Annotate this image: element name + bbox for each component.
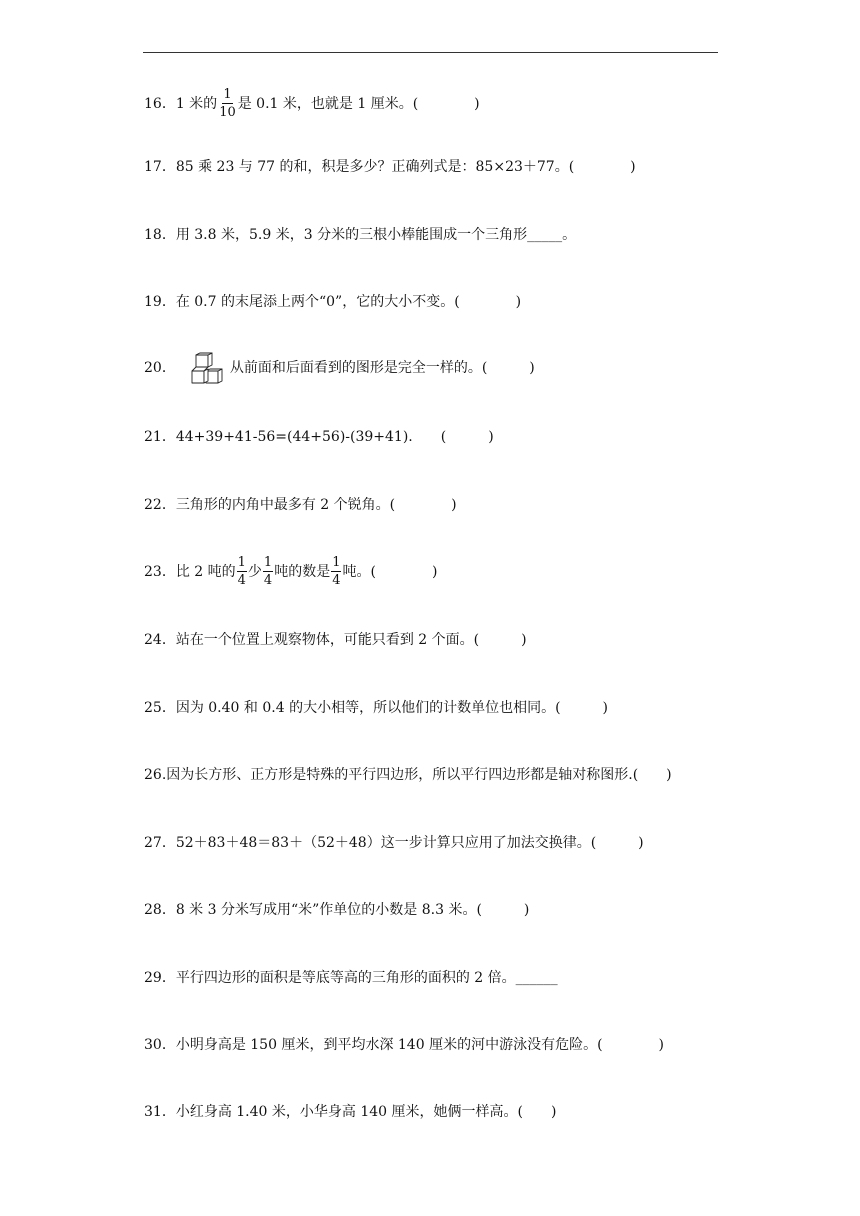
question-17 bbox=[144, 157, 636, 177]
question-16 bbox=[144, 87, 480, 120]
question-21 bbox=[144, 427, 494, 447]
question-number: 24． bbox=[144, 632, 176, 648]
question-text: 1 米的 bbox=[175, 95, 218, 112]
question-text: 吨的数是 bbox=[274, 563, 331, 580]
fraction-denominator: 10 bbox=[219, 105, 236, 120]
question-22 bbox=[144, 495, 457, 515]
question-text: 8 米 3 分米写成用“米”作单位的小数是 8.3 米。( ) bbox=[175, 902, 530, 918]
fraction-numerator: 1 bbox=[237, 555, 246, 570]
question-text: 站在一个位置上观察物体，可能只看到 2 个面。( ) bbox=[175, 632, 527, 648]
question-number: 22． bbox=[144, 497, 176, 513]
question-23 bbox=[144, 555, 437, 588]
question-text: 44+39+41-56=(44+56)-(39+41). ( ) bbox=[175, 429, 494, 445]
question-text: 因为长方形、正方形是特殊的平行四边形，所以平行四边形都是轴对称图形.( ) bbox=[166, 767, 672, 783]
question-30 bbox=[144, 1035, 664, 1055]
question-number: 17． bbox=[144, 159, 176, 175]
question-number: 18． bbox=[144, 227, 176, 243]
question-text: 少 bbox=[247, 563, 262, 580]
question-text: 比 2 吨的 bbox=[175, 563, 236, 580]
question-number: 25． bbox=[144, 700, 176, 716]
question-number: 16． bbox=[144, 95, 176, 112]
question-18 bbox=[144, 225, 576, 245]
question-28 bbox=[144, 900, 529, 920]
question-text: 三角形的内角中最多有 2 个锐角。( ) bbox=[175, 497, 457, 513]
fraction-denominator: 4 bbox=[237, 573, 246, 588]
question-text: 52＋83＋48＝83＋（52＋48）这一步计算只应用了加法交换律。( ) bbox=[175, 835, 644, 851]
question-text: 吨。( ) bbox=[342, 563, 438, 580]
question-number: 30． bbox=[144, 1037, 176, 1053]
fraction-numerator: 1 bbox=[223, 87, 232, 102]
question-text: 平行四边形的面积是等底等高的三角形的面积的 2 倍。______ bbox=[175, 970, 558, 986]
question-26 bbox=[144, 765, 672, 785]
question-25 bbox=[144, 698, 608, 718]
fraction bbox=[237, 555, 247, 588]
question-text: 小红身高 1.40 米，小华身高 140 厘米，她俩一样高。( ) bbox=[175, 1104, 557, 1120]
question-number: 26. bbox=[144, 767, 167, 783]
question-24 bbox=[144, 630, 527, 650]
question-20 bbox=[144, 351, 535, 385]
question-19 bbox=[144, 292, 521, 312]
question-text: 用 3.8 米，5.9 米，3 分米的三根小棒能围成一个三角形_____。 bbox=[175, 227, 577, 243]
question-29 bbox=[144, 968, 558, 988]
question-text: 因为 0.40 和 0.4 的大小相等，所以他们的计数单位也相同。( ) bbox=[175, 700, 608, 716]
fraction bbox=[331, 555, 341, 588]
question-text: 是 0.1 米，也就是 1 厘米。( ) bbox=[237, 95, 480, 112]
fraction bbox=[263, 555, 273, 588]
fraction-denominator: 4 bbox=[332, 573, 341, 588]
question-number: 20． bbox=[144, 360, 176, 376]
question-text: 小明身高是 150 厘米，到平均水深 140 厘米的河中游泳没有危险。( ) bbox=[175, 1037, 664, 1053]
question-number: 21． bbox=[144, 429, 176, 445]
fraction-denominator: 4 bbox=[263, 573, 273, 588]
question-number: 31． bbox=[144, 1104, 176, 1120]
question-number: 23． bbox=[144, 563, 176, 580]
question-text: 在 0.7 的末尾添上两个“0”，它的大小不变。( ) bbox=[175, 294, 522, 310]
question-number: 29． bbox=[144, 970, 176, 986]
question-number: 28． bbox=[144, 902, 176, 918]
question-text: 从前面和后面看到的图形是完全一样的。( ) bbox=[229, 360, 535, 376]
header-rule bbox=[143, 52, 718, 53]
fraction bbox=[218, 87, 237, 120]
question-31 bbox=[144, 1102, 556, 1122]
question-text: 85 乘 23 与 77 的和，积是多少？正确列式是：85×23＋77。( ) bbox=[175, 159, 636, 175]
three-cubes-figure bbox=[188, 351, 226, 385]
question-number: 19． bbox=[144, 294, 176, 310]
question-27 bbox=[144, 833, 644, 853]
question-number: 27． bbox=[144, 835, 176, 851]
fraction-numerator: 1 bbox=[332, 555, 341, 570]
fraction-numerator: 1 bbox=[263, 555, 273, 570]
